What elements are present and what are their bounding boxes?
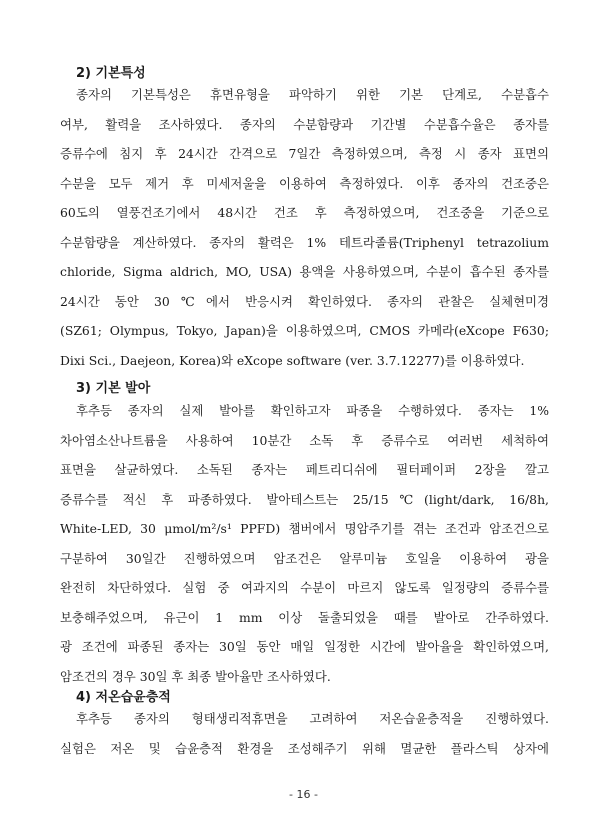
body-line: 광 조건에 파종된 종자는 30일 동안 매일 일정한 시간에 발아율을 확인하였으며, [60,639,549,654]
section-body-basic-germination [60,396,549,691]
body-line: 60도의 열풍건조기에서 48시간 건조 후 측정하였으며, 건조중을 기준으로 [60,205,549,220]
body-line: 구분하여 30일간 진행하였으며 암조건은 알루미늄 호일을 이용하여 광을 [60,550,549,566]
body-line: 후추등 종자의 실제 발아를 확인하고자 파종을 수행하였다. 종자는 1% [76,403,549,418]
page-number: - 16 - [289,788,318,801]
body-line: 암조건의 경우 30일 후 최종 발아율만 조사하였다. [60,668,331,684]
body-line: 완전히 차단하였다. 실험 중 여과지의 수분이 마르지 않도록 일정량의 증류수를 [60,580,549,595]
section-heading-basic-germination: 3) 기본 발아 [76,381,151,396]
body-line: 표면을 살균하였다. 소독된 종자는 페트리디쉬에 필터페이퍼 2장을 깔고 [60,462,549,477]
body-line: 수분을 모두 제거 후 미세저울을 이용하여 측정하였다. 이후 종자의 건조중은 [60,175,549,191]
section-heading-cold-moist-stratification: 4) 저온습윤층적 [76,690,171,705]
body-line: 수분함량을 계산하였다. 종자의 활력은 1% 테트라졸륨(Triphenyl tetrazolium [60,234,549,250]
body-line: 보충해주었으며, 유근이 1 mm 이상 돌출되었을 때를 발아로 간주하였다. [60,609,549,625]
body-line: 후추등 종자의 형태생리적휴면을 고려하여 저온습윤층적을 진행하였다. [76,711,549,726]
body-line: (SZ61; Olympus, Tokyo, Japan)을 이용하였으며, CMOS 카메라(eXcope F630; [60,323,549,338]
body-line: 종자의 기본특성은 휴면유형을 파악하기 위한 기본 단계로, 수분흡수 [76,87,549,102]
body-line: 차아염소산나트륨을 사용하여 10분간 소독 후 증류수로 여러번 세척하여 [60,432,549,448]
body-line: White-LED, 30 μmol/m²/s¹ PPFD) 챔버에서 명암주기를 겪는 조건과 암조건으로 [60,521,549,536]
body-line: 증류수를 적신 후 파종하였다. 발아테스트는 25/15℃(light/dark, 16/8h, [60,491,549,507]
section-body-basic-characteristics [60,80,549,375]
body-line: 실험은 저온 및 습윤층적 환경을 조성해주기 위해 멸균한 플라스틱 상자에 [60,740,549,756]
body-line: Dixi Sci., Daejeon, Korea)와 eXcope software (ver. 3.7.12277)를 이용하였다. [60,352,525,368]
body-line: chloride, Sigma aldrich, MO, USA) 용액을 사용하였으며, 수분이 흡수된 종자를 [60,264,549,279]
section-body-cold-moist-stratification [60,704,549,763]
body-line: 여부, 활력을 조사하였다. 종자의 수분함량과 기간별 수분흡수율은 종자를 [60,116,549,132]
body-line: 24시간 동안 30℃에서 반응시켜 확인하였다. 종자의 관찰은 실체현미경 [60,293,549,309]
section-heading-basic-characteristics: 2) 기본특성 [76,66,146,81]
body-line: 증류수에 침지 후 24시간 간격으로 7일간 측정하였으며, 측정 시 종자 표면의 [60,146,549,161]
